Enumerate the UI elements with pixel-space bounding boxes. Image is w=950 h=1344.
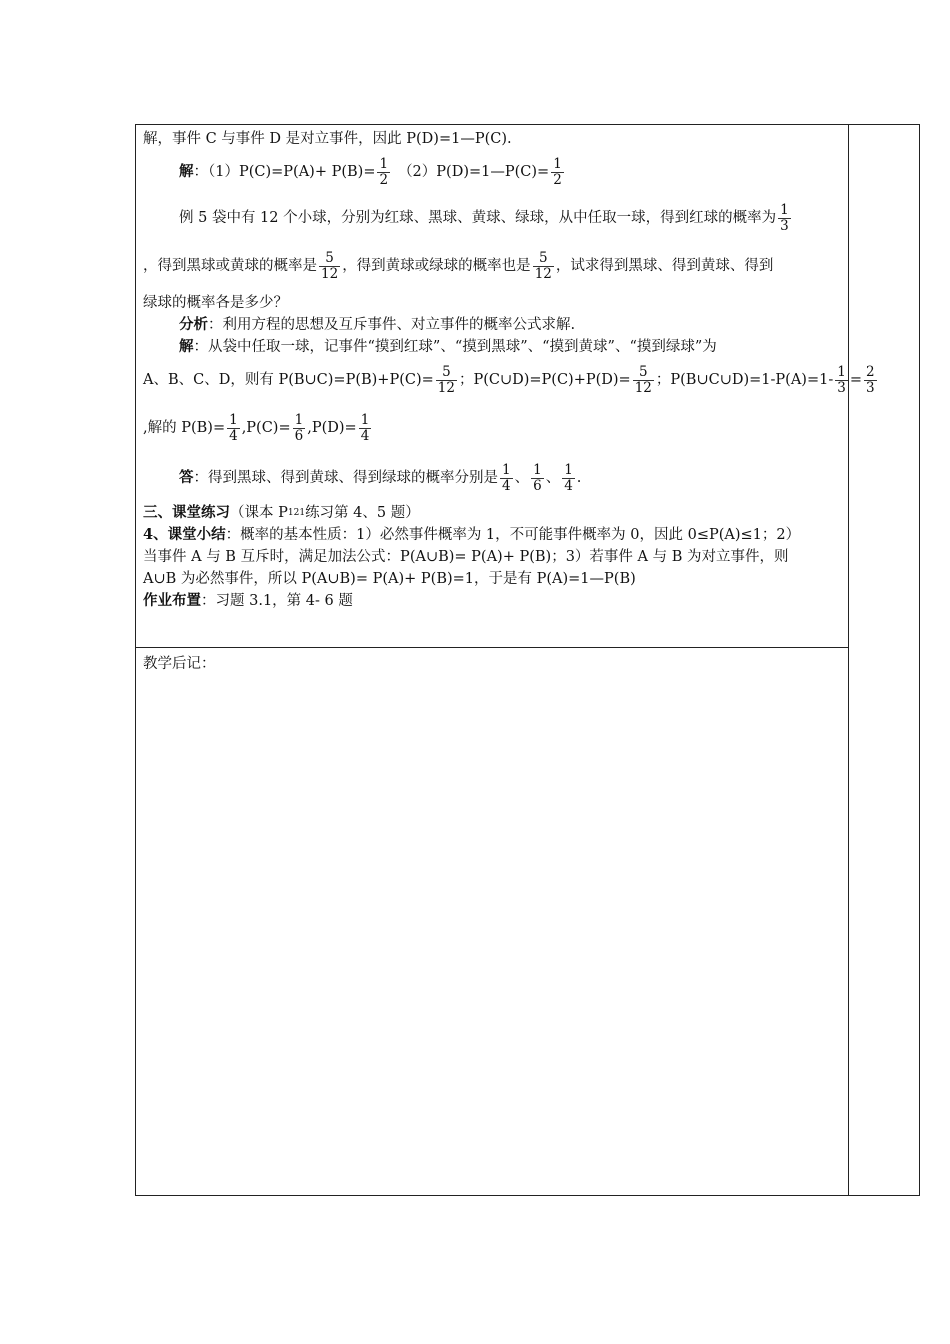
label-answer: 答 [179, 469, 194, 486]
fraction: $\frac{1}{6}$ [533, 461, 542, 494]
text-span: 、 [514, 470, 530, 486]
label-analysis: 分析 [179, 316, 208, 333]
text-span: 练习第 4、5 题） [305, 505, 420, 521]
text-span: ：习题 3.1，第 4- 6 题 [201, 593, 353, 609]
text-span: ,P(D)= [307, 420, 357, 436]
text-span: ；P(C∪D)=P(C)+P(D)= [458, 372, 631, 388]
fraction: $\frac{1}{4}$ [564, 461, 573, 494]
text-span: ,P(C)= [241, 420, 291, 436]
column-divider [848, 125, 849, 1195]
text-span: A∪B 为必然事件，所以 P(A∪B)= P(A)+ P(B)=1，于是有 P(A)=1—P(B) [143, 571, 636, 587]
text-span: （2）P(D)=1—P(C)= [398, 164, 550, 180]
text-span: ，试求得到黑球、得到黄球、得到 [555, 258, 774, 274]
text-span: ：利用方程的思想及互斥事件、对立事件的概率公式求解. [208, 317, 576, 333]
text-span: ，得到黑球或黄球的概率是 [143, 258, 317, 274]
text-span: 解，事件 C 与事件 D 是对立事件，因此 P(D)=1—P(C). [143, 131, 512, 147]
solution-line-1 [143, 150, 841, 194]
fraction: $\frac{5}{12}$ [321, 249, 339, 282]
fraction: $\frac{1}{4}$ [360, 411, 370, 444]
text-span: 当事件 A 与 B 互斥时，满足加法公式：P(A∪B)= P(A)+ P(B)；3）若事件 A 与 B 为对立事件，则 [143, 549, 789, 565]
label-solution: 解 [179, 338, 194, 355]
fraction: $\frac{5}{12}$ [634, 363, 652, 396]
summary-line-1 [143, 524, 841, 546]
practice-line [143, 502, 841, 524]
summary-line-3 [143, 568, 841, 590]
text-span: （课本 P [230, 505, 288, 521]
lesson-content [143, 128, 875, 612]
text-span: ：得到黑球、得到黄球、得到绿球的概率分别是 [193, 470, 498, 486]
teaching-notes-label: 教学后记： [143, 656, 216, 672]
analysis-line [143, 314, 841, 336]
text-span: ：概率的基本性质：1）必然事件概率为 1，不可能事件概率为 0，因此 0≤P(A)≤1；2） [225, 527, 801, 543]
row-divider [136, 647, 848, 648]
fraction: $\frac{1}{2}$ [553, 155, 562, 188]
fraction: $\frac{5}{12}$ [534, 249, 552, 282]
fraction: $\frac{1}{4}$ [229, 411, 238, 444]
text-span: ：从袋中任取一球，记事件“摸到红球”、“摸到黑球”、“摸到黄球”、“摸到绿球”为 [193, 339, 717, 355]
solution-line-2 [143, 336, 841, 358]
text-line [143, 128, 841, 150]
lesson-table [135, 124, 920, 1196]
fraction: $\frac{2}{3}$ [865, 363, 875, 396]
fraction: $\frac{1}{4}$ [502, 461, 511, 494]
text-span: 例 5 袋中有 12 个小球，分别为红球、黑球、黄球、绿球，从中任取一球，得到红球的概率为 [179, 210, 777, 226]
fraction: $\frac{1}{2}$ [379, 155, 389, 188]
homework-line [143, 590, 841, 612]
fraction: $\frac{1}{6}$ [294, 411, 304, 444]
summary-line-2 [143, 546, 841, 568]
heading-homework: 作业布置 [143, 592, 201, 609]
example-5-line-1 [143, 196, 841, 240]
heading-summary: 4、课堂小结 [143, 526, 226, 543]
text-span: ,解的 P(B)= [143, 420, 226, 436]
label-solution: 解 [179, 163, 194, 180]
text-span: ：（1）P(C)=P(A)+ P(B)= [193, 164, 376, 180]
heading-practice: 三、课堂练习 [143, 504, 230, 521]
fraction: $\frac{5}{12}$ [437, 363, 455, 396]
text-span: . [576, 470, 582, 486]
solution-line-3 [143, 358, 875, 402]
text-span: ，得到黄球或绿球的概率也是 [342, 258, 531, 274]
solution-line-4 [143, 406, 841, 450]
subscript: 121 [287, 508, 306, 518]
text-span: A、B、C、D，则有 P(B∪C)=P(B)+P(C)= [143, 372, 434, 388]
example-5-line-3 [143, 292, 841, 314]
text-span: 、 [545, 470, 561, 486]
text-span: 绿球的概率各是多少？ [143, 295, 288, 311]
text-span: ；P(B∪C∪D)=1-P(A)=1- [655, 372, 834, 388]
fraction: $\frac{1}{3}$ [780, 201, 789, 234]
fraction: $\frac{1}{3}$ [837, 363, 846, 396]
example-5-line-2 [143, 244, 841, 288]
text-span: = [849, 372, 862, 388]
answer-line [143, 456, 841, 500]
